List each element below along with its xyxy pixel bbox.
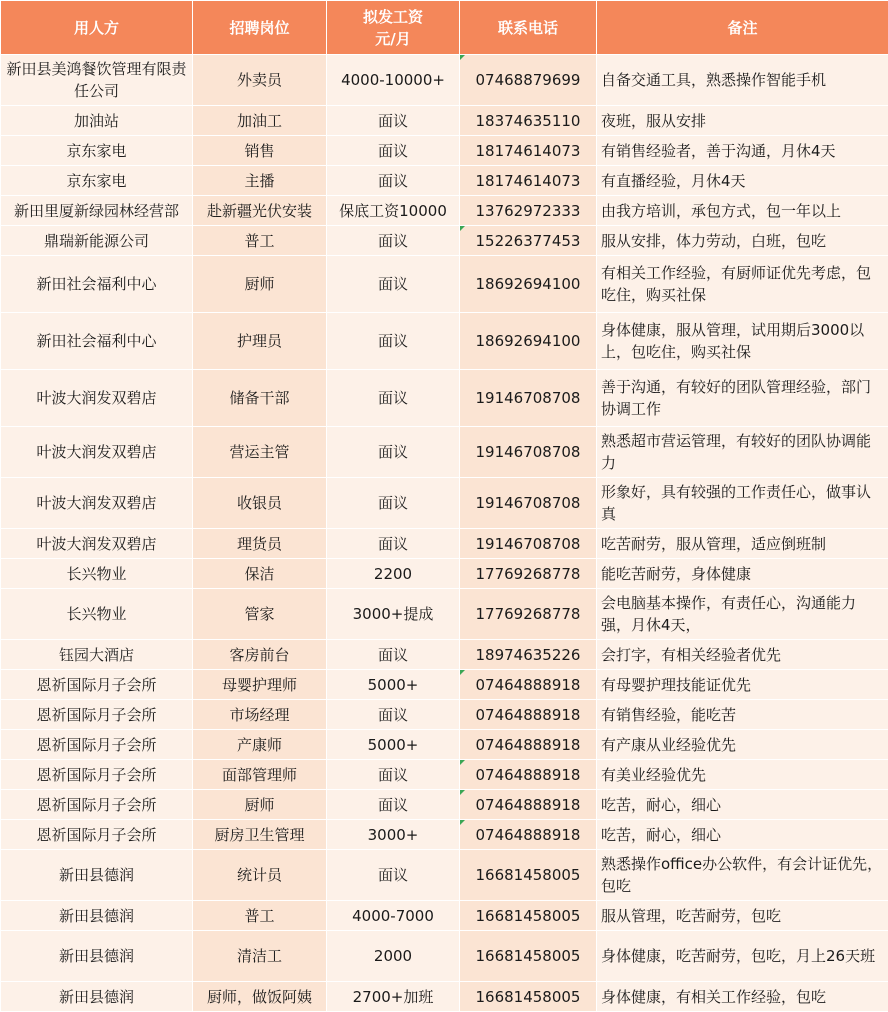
cell-position: 销售 [193,136,327,166]
table-row [1,559,888,589]
cell-employer: 叶波大润发双碧店 [1,529,193,559]
cell-salary: 3000+ [327,820,460,850]
cell-note: 身体健康，有相关工作经验，包吃 [597,982,888,1012]
cell-position: 护理员 [193,313,327,370]
table-row [1,106,888,136]
cell-note: 身体健康，吃苦耐劳，包吃，月上26天班 [597,931,888,982]
cell-position: 加油工 [193,106,327,136]
cell-position: 主播 [193,166,327,196]
cell-employer: 恩祈国际月子会所 [1,760,193,790]
cell-position: 保洁 [193,559,327,589]
header-phone: 联系电话 [460,1,597,55]
cell-phone: 18692694100 [460,256,597,313]
table-row [1,589,888,640]
cell-position: 面部管理师 [193,760,327,790]
cell-position: 统计员 [193,850,327,901]
cell-position: 客房前台 [193,640,327,670]
cell-employer: 新田社会福利中心 [1,256,193,313]
table-row [1,901,888,931]
cell-salary: 面议 [327,529,460,559]
cell-salary: 3000+提成 [327,589,460,640]
cell-employer: 新田县德润 [1,982,193,1012]
cell-employer: 新田县美鸿餐饮管理有限责任公司 [1,55,193,106]
cell-position: 储备干部 [193,370,327,427]
cell-position: 外卖员 [193,55,327,106]
header-salary-line2: 元/月 [375,30,410,48]
cell-position: 市场经理 [193,700,327,730]
cell-note: 熟悉操作office办公软件，有会计证优先，包吃 [597,850,888,901]
table-row [1,931,888,982]
cell-position: 产康师 [193,730,327,760]
table-header-row [1,1,888,55]
cell-note: 夜班，服从安排 [597,106,888,136]
cell-note: 有销售经验，能吃苦 [597,700,888,730]
table-row [1,256,888,313]
table-row [1,850,888,901]
cell-note: 由我方培训，承包方式，包一年以上 [597,196,888,226]
cell-salary: 4000-10000+ [327,55,460,106]
cell-phone: 18174614073 [460,166,597,196]
cell-salary: 面议 [327,256,460,313]
cell-note: 自备交通工具，熟悉操作智能手机 [597,55,888,106]
cell-phone: 07464888918 [460,760,597,790]
cell-salary: 面议 [327,790,460,820]
cell-note: 吃苦，耐心，细心 [597,820,888,850]
cell-employer: 新田里厦新绿园林经营部 [1,196,193,226]
header-note: 备注 [597,1,888,55]
cell-employer: 恩祈国际月子会所 [1,820,193,850]
cell-employer: 新田县德润 [1,850,193,901]
cell-salary: 面议 [327,136,460,166]
cell-position: 赴新疆光伏安装 [193,196,327,226]
cell-employer: 恩祈国际月子会所 [1,670,193,700]
table-row [1,640,888,670]
table-row [1,730,888,760]
cell-phone: 16681458005 [460,850,597,901]
cell-note: 服从管理，吃苦耐劳，包吃 [597,901,888,931]
cell-note: 有美业经验优先 [597,760,888,790]
table-row [1,136,888,166]
cell-note: 有相关工作经验，有厨师证优先考虑，包吃住，购买社保 [597,256,888,313]
table-row [1,670,888,700]
cell-employer: 加油站 [1,106,193,136]
cell-note: 有销售经验者，善于沟通，月休4天 [597,136,888,166]
cell-salary: 面议 [327,760,460,790]
cell-phone: 19146708708 [460,478,597,529]
cell-phone: 17769268778 [460,589,597,640]
cell-phone: 13762972333 [460,196,597,226]
table-row [1,370,888,427]
cell-position: 厨师，做饭阿姨 [193,982,327,1012]
cell-salary: 4000-7000 [327,901,460,931]
cell-employer: 京东家电 [1,166,193,196]
header-employer: 用人方 [1,1,193,55]
cell-phone: 16681458005 [460,982,597,1012]
cell-salary: 面议 [327,850,460,901]
cell-phone: 07464888918 [460,820,597,850]
cell-position: 理货员 [193,529,327,559]
cell-note: 身体健康，服从管理，试用期后3000以上，包吃住，购买社保 [597,313,888,370]
cell-employer: 新田县德润 [1,931,193,982]
cell-position: 收银员 [193,478,327,529]
cell-salary: 2700+加班 [327,982,460,1012]
cell-note: 有母婴护理技能证优先 [597,670,888,700]
cell-salary: 面议 [327,640,460,670]
cell-salary: 面议 [327,370,460,427]
cell-position: 管家 [193,589,327,640]
cell-salary: 5000+ [327,730,460,760]
table-row [1,982,888,1012]
table-row [1,313,888,370]
cell-employer: 鼎瑞新能源公司 [1,226,193,256]
cell-phone: 19146708708 [460,427,597,478]
cell-salary: 面议 [327,313,460,370]
cell-employer: 新田县德润 [1,901,193,931]
table-row [1,529,888,559]
table-body [1,55,888,1012]
cell-salary: 2000 [327,931,460,982]
cell-salary: 5000+ [327,670,460,700]
cell-employer: 恩祈国际月子会所 [1,730,193,760]
header-salary-line1: 拟发工资 [363,8,423,26]
cell-phone: 18692694100 [460,313,597,370]
table-row [1,820,888,850]
cell-employer: 新田社会福利中心 [1,313,193,370]
table-row [1,760,888,790]
cell-phone: 19146708708 [460,370,597,427]
cell-salary: 面议 [327,700,460,730]
cell-note: 有直播经验，月休4天 [597,166,888,196]
table-row [1,700,888,730]
cell-note: 善于沟通，有较好的团队管理经验，部门协调工作 [597,370,888,427]
table-row [1,166,888,196]
cell-position: 厨师 [193,790,327,820]
cell-phone: 18174614073 [460,136,597,166]
cell-phone: 16681458005 [460,901,597,931]
cell-note: 会打字，有相关经验者优先 [597,640,888,670]
table-row [1,55,888,106]
cell-position: 母婴护理师 [193,670,327,700]
table-row [1,478,888,529]
cell-employer: 长兴物业 [1,589,193,640]
cell-employer: 钰园大酒店 [1,640,193,670]
cell-employer: 京东家电 [1,136,193,166]
cell-employer: 叶波大润发双碧店 [1,427,193,478]
cell-phone: 15226377453 [460,226,597,256]
table-row [1,196,888,226]
cell-phone: 18374635110 [460,106,597,136]
cell-salary: 面议 [327,427,460,478]
cell-phone: 16681458005 [460,931,597,982]
header-position: 招聘岗位 [193,1,327,55]
cell-phone: 18974635226 [460,640,597,670]
cell-salary: 2200 [327,559,460,589]
cell-salary: 面议 [327,106,460,136]
cell-employer: 恩祈国际月子会所 [1,700,193,730]
cell-phone: 07464888918 [460,700,597,730]
cell-phone: 07464888918 [460,730,597,760]
cell-position: 普工 [193,226,327,256]
cell-position: 厨师 [193,256,327,313]
cell-position: 营运主管 [193,427,327,478]
cell-salary: 面议 [327,166,460,196]
cell-employer: 恩祈国际月子会所 [1,790,193,820]
cell-phone: 07468879699 [460,55,597,106]
cell-position: 普工 [193,901,327,931]
table-row [1,226,888,256]
cell-position: 清洁工 [193,931,327,982]
cell-employer: 长兴物业 [1,559,193,589]
cell-phone: 17769268778 [460,559,597,589]
cell-phone: 07464888918 [460,790,597,820]
cell-phone: 19146708708 [460,529,597,559]
table-row [1,427,888,478]
cell-salary: 保底工资10000 [327,196,460,226]
cell-employer: 叶波大润发双碧店 [1,478,193,529]
cell-note: 有产康从业经验优先 [597,730,888,760]
cell-note: 服从安排，体力劳动，白班，包吃 [597,226,888,256]
cell-employer: 叶波大润发双碧店 [1,370,193,427]
cell-note: 能吃苦耐劳，身体健康 [597,559,888,589]
cell-phone: 07464888918 [460,670,597,700]
cell-note: 吃苦，耐心，细心 [597,790,888,820]
table-row [1,790,888,820]
cell-position: 厨房卫生管理 [193,820,327,850]
header-salary [327,1,460,55]
cell-note: 吃苦耐劳，服从管理，适应倒班制 [597,529,888,559]
cell-salary: 面议 [327,478,460,529]
cell-note: 形象好，具有较强的工作责任心，做事认真 [597,478,888,529]
cell-note: 会电脑基本操作，有责任心，沟通能力强，月休4天， [597,589,888,640]
cell-note: 熟悉超市营运管理，有较好的团队协调能力 [597,427,888,478]
cell-salary: 面议 [327,226,460,256]
